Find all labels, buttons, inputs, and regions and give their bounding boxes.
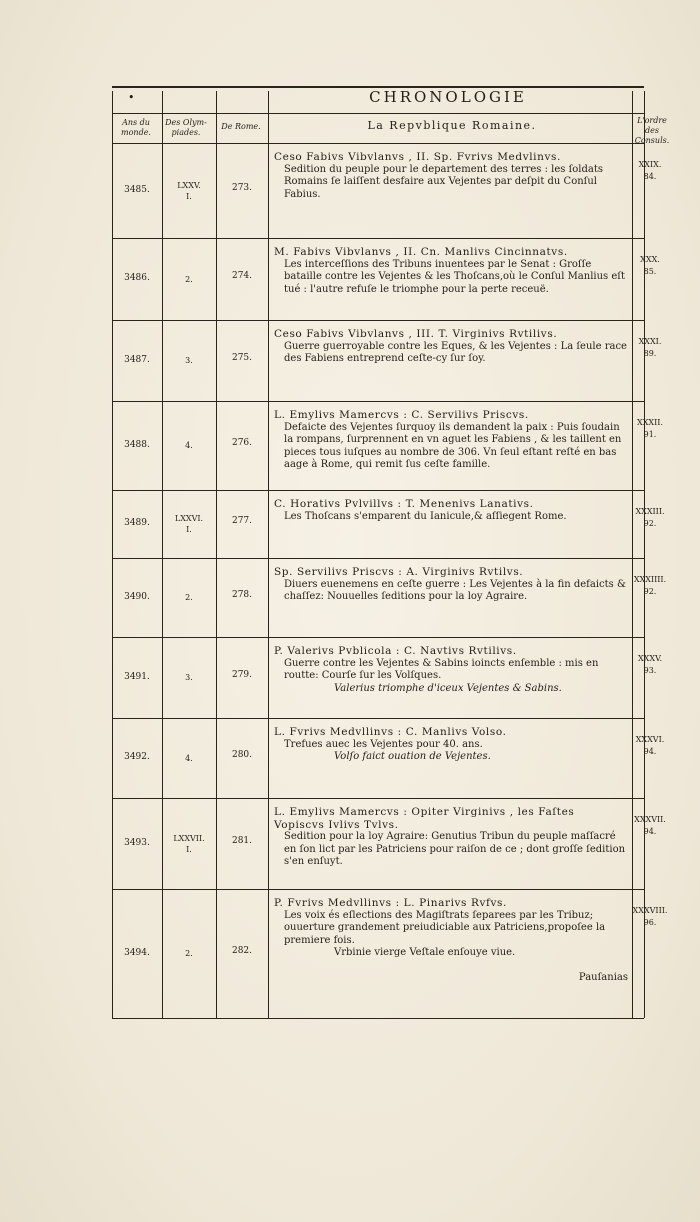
- olympiad-cell: [162, 513, 216, 535]
- event-cell: [274, 645, 628, 695]
- consul-order-line: XXXV.: [637, 654, 662, 663]
- consul-order: [632, 254, 668, 278]
- consuls-heading: Ceso Fabivs Vibvlanvs , III. T. Virginivs Rvtilivs.: [274, 328, 558, 340]
- table-rule: [112, 143, 644, 144]
- year-of-rome: 278.: [231, 589, 253, 600]
- year-of-rome: 280.: [231, 750, 253, 760]
- year-of-rome: 279.: [231, 669, 253, 680]
- event-text: Les interceſſions des Tribuns inuentees par le Senat : Groſſe bataille contre les Vejentes & les Thoſcans,où le Conſul Manlius eſt tué : l'autre refuſe le triomphe pour la perte receuë.: [284, 258, 625, 295]
- consul-order-line: XXXVIII.: [632, 906, 668, 915]
- olympiad-line: 2.: [185, 949, 193, 958]
- year-of-rome: 274.: [231, 271, 253, 281]
- olympiad-line: 3.: [185, 356, 193, 365]
- consul-order: [632, 653, 668, 677]
- year-of-rome: 277.: [231, 516, 253, 526]
- year-of-rome: 273.: [231, 182, 253, 193]
- consuls-heading: P. Valerivs Pvblicola : C. Navtivs Rvtilivs.: [274, 645, 517, 657]
- olympiad-line: LXXVII.: [173, 833, 205, 843]
- olympiad-cell: [162, 833, 216, 855]
- table-rule: [112, 113, 644, 114]
- consul-order-line: XXXIIII.: [633, 575, 667, 584]
- table-rule: [112, 320, 644, 321]
- event-note: Vrbinie vierge Veſtale enſouye viue.: [334, 947, 516, 958]
- year-of-world: 3493.: [124, 837, 150, 848]
- olympiad-cell: [162, 180, 216, 202]
- consul-order: [632, 159, 668, 183]
- event-text: Sedition pour la loy Agraire: Genutius Tribun du peuple maſſacré en ſon lict par les Patriciens pour raiſon de ce ; dont groſſe ſedition s'en enſuyt.: [284, 831, 626, 867]
- page-title: CHRONOLOGIE: [369, 88, 527, 106]
- consul-order-line: 92.: [643, 587, 657, 596]
- olympiad-line: I.: [186, 525, 192, 534]
- consul-order-line: XXIX.: [638, 160, 662, 169]
- table-rule: [268, 91, 269, 1018]
- year-of-rome: 282.: [231, 945, 253, 956]
- event-note: Volſo faict ouation de Vejentes.: [334, 751, 491, 762]
- table-rule: [112, 401, 644, 402]
- olympiad-cell: [162, 592, 216, 603]
- column-header-republic: La Repvblique Romaine.: [367, 119, 537, 132]
- year-of-world: 3491.: [124, 671, 150, 682]
- olympiad-line: I.: [186, 844, 192, 854]
- table-rule: [162, 91, 163, 1018]
- olympiad-line: LXXVI.: [174, 514, 204, 523]
- consul-order-line: XXXI.: [638, 337, 662, 346]
- column-header-olympiad: Des Olym-piades.: [165, 118, 207, 137]
- event-cell: [274, 806, 628, 869]
- olympiad-line: 3.: [185, 673, 193, 682]
- table-rule: [112, 238, 644, 239]
- consuls-heading: Sp. Servilivs Priscvs : A. Virginivs Rvtilvs.: [274, 566, 524, 578]
- event-cell: [274, 246, 628, 296]
- year-of-rome: 275.: [231, 352, 253, 363]
- event-cell: [274, 498, 628, 523]
- table-rule: [644, 91, 645, 1018]
- olympiad-cell: [162, 948, 216, 959]
- source-note: Pauſanias: [578, 971, 628, 983]
- consul-order-line: XXXIII.: [635, 507, 665, 516]
- year-of-world: 3490.: [124, 591, 150, 602]
- event-text: Sedition du peuple pour le departement des terres : les ſoldats Romains ſe laiſſent desfaire aux Vejentes par deſpit du Conſul Fabius.: [284, 163, 604, 200]
- consul-order-line: 89.: [643, 349, 657, 358]
- event-cell: [274, 897, 628, 984]
- olympiad-cell: [162, 672, 216, 683]
- olympiad-line: I.: [186, 191, 192, 201]
- olympiad-cell: [162, 274, 216, 285]
- consul-order-line: 96.: [643, 918, 657, 927]
- table-rule: [112, 718, 644, 719]
- table-rule: [112, 91, 113, 1018]
- consul-order-line: 92.: [643, 519, 657, 528]
- olympiad-cell: [162, 440, 216, 451]
- consuls-heading: L. Fvrivs Medvllinvs : C. Manlivs Volso.: [274, 726, 507, 738]
- event-cell: [274, 726, 628, 764]
- table-rule: [632, 91, 633, 1018]
- table-rule: [112, 86, 644, 88]
- year-of-world: 3489.: [124, 518, 150, 528]
- consul-order: [632, 814, 668, 838]
- consul-order-line: 84.: [643, 172, 657, 181]
- consul-order: [632, 336, 668, 360]
- chronology-table: [112, 86, 670, 1018]
- year-of-rome: 281.: [231, 835, 253, 846]
- consul-order-line: 91.: [643, 430, 657, 439]
- consuls-heading: M. Fabivs Vibvlanvs , II. Cn. Manlivs Cincinnatvs.: [274, 246, 568, 258]
- olympiad-line: 4.: [185, 441, 193, 450]
- consuls-heading: P. Fvrivs Medvllinvs : L. Pinarivs Rvfvs.: [274, 897, 507, 909]
- consuls-heading: Ceso Fabivs Vibvlanvs , II. Sp. Fvrivs Medvlinvs.: [274, 151, 561, 163]
- event-text: Guerre guerroyable contre les Eques, & les Vejentes : La ſeule race des Fabiens entreprend ceſte-cy ſur ſoy.: [284, 340, 627, 364]
- consul-order-line: 93.: [643, 666, 657, 675]
- year-of-world: 3494.: [124, 947, 150, 958]
- event-text: Trefues auec les Vejentes pour 40. ans.: [284, 738, 483, 750]
- table-rule: [112, 558, 644, 559]
- year-of-world: 3487.: [124, 354, 150, 365]
- column-header-rome: De Rome.: [221, 122, 261, 131]
- column-header-year: Ans du monde.: [121, 118, 151, 137]
- consul-order: [632, 574, 668, 598]
- event-text: Les voix és eſlections des Magiſtrats ſeparees par les Tribuz; ouuerture grandement preiudiciable aux Patriciens,propoſee la premiere fois.: [284, 909, 606, 946]
- year-of-world: 3488.: [124, 439, 150, 450]
- event-text: Defaicte des Vejentes ſurquoy ils demandent la paix : Puis ſoudain la rompans, ſurprennent en vn aguet les Fabiens , & les taillent en pieces tous iuſques au nombre de 306. Vn ſeul eſtant reſté en bas aage à Rome, qui remit ſus ceſte famille.: [284, 421, 622, 470]
- page-marker: •: [128, 91, 135, 104]
- year-of-rome: 276.: [231, 437, 253, 448]
- event-text: Guerre contre les Vejentes & Sabins ioincts enſemble : mis en routte: Courſe ſur les Volſques.: [284, 657, 599, 681]
- consul-order-line: XXXII.: [637, 418, 663, 427]
- consuls-heading: L. Emylivs Mamercvs : Opiter Virginivs , les Faſtes Vopiscvs Ivlivs Tvlvs.: [274, 806, 575, 831]
- year-of-world: 3485.: [124, 184, 150, 195]
- event-text: Diuers euenemens en ceſte guerre : Les Vejentes à la fin defaicts & chaſſez: Nouuelles ſeditions pour la loy Agraire.: [284, 578, 626, 602]
- consul-order: [632, 506, 668, 530]
- consul-order: [632, 905, 668, 929]
- table-rule: [112, 1018, 644, 1019]
- olympiad-line: 2.: [185, 593, 193, 602]
- table-rule: [112, 637, 644, 638]
- event-cell: [274, 566, 628, 604]
- table-rule: [112, 490, 644, 491]
- consul-order: [632, 417, 668, 441]
- table-rule: [112, 889, 644, 890]
- table-rule: [112, 798, 644, 799]
- consuls-heading: C. Horativs Pvlvillvs : T. Menenivs Lanativs.: [274, 498, 534, 510]
- consul-order-line: 94.: [643, 827, 657, 836]
- consul-order-line: 85.: [643, 267, 657, 276]
- consul-order-line: XXXVII.: [634, 815, 666, 824]
- consul-order-line: XXXVI.: [635, 735, 665, 744]
- olympiad-cell: [162, 355, 216, 366]
- olympiad-line: LXXV.: [177, 180, 201, 190]
- table-rule: [216, 91, 217, 1018]
- year-of-world: 3492.: [124, 752, 150, 762]
- consuls-heading: L. Emylivs Mamercvs : C. Servilivs Priscvs.: [274, 409, 529, 421]
- consul-order-line: 94.: [643, 747, 657, 756]
- olympiad-line: 2.: [185, 274, 193, 284]
- event-text: Les Thoſcans s'emparent du Ianicule,& aſſiegent Rome.: [284, 510, 567, 522]
- olympiad-line: 4.: [185, 753, 193, 763]
- event-cell: [274, 409, 628, 472]
- consul-order: [632, 734, 668, 758]
- column-header-consuls: L'ordre des Consuls.: [634, 116, 670, 145]
- event-cell: [274, 328, 628, 366]
- olympiad-cell: [162, 753, 216, 764]
- year-of-world: 3486.: [124, 273, 150, 283]
- event-note: Valerius triomphe d'iceux Vejentes & Sabins.: [334, 682, 562, 694]
- consul-order-line: XXX.: [640, 255, 660, 264]
- event-cell: [274, 151, 628, 201]
